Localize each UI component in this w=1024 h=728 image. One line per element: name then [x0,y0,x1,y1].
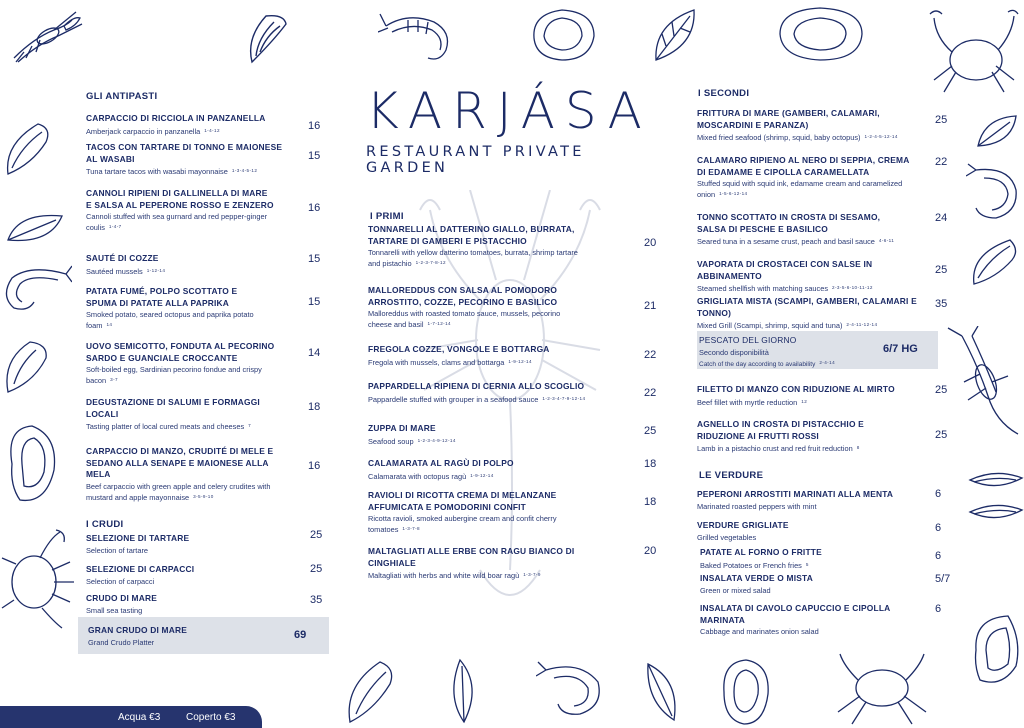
allergens: 5 [805,561,809,567]
item-desc: Grilled vegetables [697,532,757,542]
lobster-icon [942,326,1024,438]
item-desc: Baked Potatoes or French fries $^5$ [700,560,809,570]
item-price: 6 [935,550,942,562]
leaf-icon [4,210,66,246]
item-desc: Fregola with mussels, clams and bottarga $^{1-9-12-14}$ [368,357,532,367]
menu-item [368,458,588,482]
section-title-crudi: I CRUDI [86,519,124,530]
item-name: PATATE AL FORNO O FRITTE [700,547,822,557]
menu-item [700,603,900,637]
item-name: CANNOLI RIPIENI DI GALLINELLA DI MARE E SALSA AL PEPERONE ROSSO E ZENZERO [86,188,274,210]
item-name: GRAN CRUDO DI MARE [88,625,187,635]
item-name: GRIGLIATA MISTA (SCAMPI, GAMBERI, CALAMARI E TONNO) [697,296,917,318]
item-name: CRUDO DI MARE [86,593,157,603]
item-name: SELEZIONE DI CARPACCI [86,564,195,574]
item-price: 25 [310,563,323,575]
oyster-icon [0,420,62,510]
item-price: 15 [308,296,321,308]
item-price: 16 [308,460,321,472]
item-price: 18 [644,458,657,470]
section-title-verdure: LE VERDURE [699,470,764,481]
item-desc: Tuna tartare tacos with wasabi mayonnaise $^{1-3-4-5-12}$ [86,167,258,176]
gran-crudo-highlight [78,617,329,654]
item-desc: Steamed shellfish with matching sauces $^{2-3-5-6-10-11-12}$ [697,284,873,293]
allergens: 1-12-14 [146,267,166,273]
oyster-icon [774,4,868,64]
item-price: 35 [310,594,323,606]
item-desc: Sautéed mussels $^{1-12-14}$ [86,266,166,276]
allergens: 1-2-3-7-8-12 [415,260,446,265]
menu-item [86,564,286,587]
item-name: SELEZIONE DI TARTARE [86,533,190,543]
item-price: 25 [935,114,948,126]
brand-tagline: RESTAURANT PRIVATE GARDEN [366,144,585,176]
item-name: CALAMARO RIPIENO AL NERO DI SEPPIA, CREMA DI EDAMAME E CIPOLLA CARAMELLATA [697,155,910,177]
item-name: MALLOREDDUS CON SALSA AL POMODORO ARROSTITO, COZZE, PECORINO E BASILICO [368,285,558,307]
menu-item [368,344,588,368]
menu-item [697,108,923,143]
menu-item [86,533,286,556]
item-desc: Grand Crudo Platter [88,637,155,647]
item-desc: Seared tuna in a sesame crust, peach and basil sauce $^{4-6-11}$ [697,237,895,246]
menu-item-special [88,625,268,648]
menu-item [368,285,580,330]
section-title-secondi: I SECONDI [698,88,750,99]
crab-icon [0,524,76,636]
menu-item [86,397,291,432]
mussel-icon [244,10,292,66]
item-price: 35 [935,298,948,310]
menu-item [697,489,919,512]
allergens: 3-7 [110,377,118,382]
lobster-icon [4,8,84,70]
item-name: PATATA FUMÉ, POLPO SCOTTATO E SPUMA DI PATATE ALLA PAPRIKA [86,286,238,308]
item-name: TACOS CON TARTARE DI TONNO E MAIONESE AL WASABI [86,142,283,164]
crab-icon [830,652,934,728]
pescato-highlight [697,331,938,369]
item-price: 20 [644,237,657,249]
menu-item [86,341,276,386]
item-desc-2: Catch of the day according to availability $^{2-4-14}$ [699,359,836,368]
shrimp-icon [378,10,458,66]
item-name: MALTAGLIATI ALLE ERBE CON RAGU BIANCO DI CINGHIALE [368,546,575,568]
item-name: INSALATA VERDE O MISTA [700,573,813,583]
mussel-icon [0,336,52,398]
item-desc: Cannoli stuffed with sea gurnard and red pepper-ginger coulis $^{1-4-7}$ [86,212,268,232]
item-name: DEGUSTAZIONE DI SALUMI E FORMAGGI LOCALI [86,397,260,419]
item-price: 16 [308,120,321,132]
mussel-icon [340,656,400,726]
menu-item [697,419,897,454]
allergens: 2-4-14 [819,359,836,365]
menu-item-catch [699,335,879,370]
menu-item [86,188,274,233]
item-desc: Cabbage and marinates onion salad [700,627,819,636]
item-price: 16 [308,202,321,214]
shrimp-icon [0,262,72,314]
allergens: 1-3-4-5-12 [231,168,258,173]
item-desc: Tasting platter of local cured meats and cheeses $^7$ [86,422,252,431]
item-desc: Beef fillet with myrtle reduction $^{12}$ [697,397,808,407]
allergens: 1-9-12-14 [470,472,494,478]
item-price: 22 [644,349,657,361]
menu-item [86,113,296,137]
leaf-icon [640,660,682,724]
brand-logo [366,82,666,176]
item-price: 6 [935,603,942,615]
menu-item [368,224,586,269]
item-price: 20 [644,545,657,557]
item-price: 5/7 [935,573,951,585]
item-name: PEPERONI ARROSTITI MARINATI ALLA MENTA [697,489,894,499]
mussel-icon [966,234,1022,290]
item-desc: Green or mixed salad [700,585,771,595]
menu-item [697,520,897,543]
item-name: RAVIOLI DI RICOTTA CREMA DI MELANZANE AFFUMICATA E POMODORINI CONFIT [368,490,557,512]
oyster-icon [966,610,1024,690]
leaf-icon [650,6,698,64]
cover-charge: Coperto €3 [186,712,236,723]
allergens: 1-2-3-4-9-12-14 [417,437,456,443]
shrimp-icon [536,656,606,720]
allergens: 1-4-12 [204,127,220,133]
allergens: 1-7-12-14 [427,321,452,326]
item-desc: Smoked potato, seared octopus and paprika potato foam $^{14}$ [86,310,254,330]
item-price: 18 [644,496,657,508]
footer-bar [0,706,262,728]
allergens: 12 [801,398,808,404]
item-desc: Selection of tartare [86,545,149,555]
item-name: CARPACCIO DI RICCIOLA IN PANZANELLA [86,113,266,123]
menu-item [86,593,286,616]
item-name: TONNARELLI AL DATTERINO GIALLO, BURRATA, TARTARE DI GAMBERI E PISTACCHIO [368,224,575,246]
menu-item [86,253,286,277]
item-desc: Mixed Grill (Scampi, shrimp, squid and tuna) $^{2-4-11-12-14}$ [697,321,878,330]
item-desc: Secondo disponibilità [699,347,769,357]
item-name: UOVO SEMICOTTO, FONDUTA AL PECORINO SARDO E GUANCIALE CROCCANTE [86,341,275,363]
allergens: 2-3-5-6-10-11-12 [832,285,873,290]
item-desc: Maltagliati with herbs and white wild boar ragù $^{1-3-7-9}$ [368,571,541,580]
oyster-icon [528,6,600,64]
item-price: 24 [935,212,948,224]
allergens: 1-5-6-12-14 [719,191,748,196]
brand-name: KARJÁSA [366,82,652,140]
item-price: 22 [935,156,948,168]
item-name: AGNELLO IN CROSTA DI PISTACCHIO E RIDUZIONE AI FRUTTI ROSSI [697,419,864,441]
section-title-antipasti: GLI ANTIPASTI [86,91,158,102]
water-price: Acqua €3 [118,712,161,723]
menu-item [368,381,598,405]
menu-item [697,384,917,408]
item-desc: Calamarata with octopus ragù $^{1-9-12-14}$ [368,471,494,481]
item-price: 21 [644,300,657,312]
item-price: 69 [294,629,307,641]
menu-item [697,155,919,200]
oyster-icon [714,656,776,728]
item-name: PESCATO DEL GIORNO [699,335,797,345]
item-desc: Soft-boiled egg, Sardinian pecorino fondue and crispy bacon $^{3-7}$ [86,365,262,385]
crab-icon [928,8,1020,98]
menu-item [697,259,937,294]
item-desc: Mixed fried seafood (shrimp, squid, baby octopus) $^{1-2-4-5-12-14}$ [697,133,898,142]
allergens: 1-2-3-4-7-9-12-14 [542,395,586,401]
item-price: 25 [644,425,657,437]
menu-item [368,490,588,535]
allergens: 2-4-11-12-14 [846,322,878,327]
item-name: INSALATA DI CAVOLO CAPUCCIO E CIPOLLA MARINATA [700,603,891,625]
allergens: 7 [248,423,252,428]
item-name: ZUPPA DI MARE [368,423,436,433]
item-name: TONNO SCOTTATO IN CROSTA DI SESAMO, SALSA DI PESCHE E BASILICO [697,212,881,234]
menu-item [700,573,900,596]
item-price: 6/7 HG [883,343,918,355]
item-desc: Amberjack carpaccio in panzanella $^{1-4-12}$ [86,126,220,136]
section-title-primi: I PRIMI [370,211,404,222]
item-name: CARPACCIO DI MANZO, CRUDITÉ DI MELE E SEDANO ALLA SENAPE E MAIONESE ALLA MELA [86,446,274,479]
item-desc: Seafood soup $^{1-2-3-4-9-12-14}$ [368,436,456,446]
menu-item [368,546,583,581]
allergens: 1-9-12-14 [508,358,532,364]
menu-item [700,547,900,571]
menu-item [86,142,286,177]
item-name: CALAMARATA AL RAGÙ DI POLPO [368,458,514,468]
allergens: 1-4-7 [108,224,122,229]
item-name: FILETTO DI MANZO CON RIDUZIONE AL MIRTO [697,384,895,394]
item-desc: Ricotta ravioli, smoked aubergine cream and confit cherry tomatoes $^{1-3-7-8}$ [368,514,557,534]
item-desc: Lamb in a pistachio crust and red fruit reduction $^8$ [697,444,860,453]
item-desc: Malloreddus with roasted tomato sauce, mussels, pecorino cheese and basil $^{1-7-12-14}$ [368,309,561,329]
item-desc: Marinated roasted peppers with mint [697,501,817,511]
item-desc: Tonnarelli with yellow datterino tomatoes, burrata, shrimp tartare and pistachio $^{1-2-3-7-8-12}$ [368,248,578,268]
item-desc: Stuffed squid with squid ink, edamame cream and caramelized onion $^{1-5-6-12-14}$ [697,179,903,199]
item-name: PAPPARDELLA RIPIENA DI CERNIA ALLO SCOGLIO [368,381,585,391]
item-desc: Pappardelle stuffed with grouper in a seafood sauce $^{1-2-3-4-7-9-12-14}$ [368,394,586,404]
item-price: 25 [935,384,948,396]
allergens: 3-5-9-10 [193,493,214,499]
item-name: VERDURE GRIGLIATE [697,520,789,530]
allergens: 14 [106,322,113,327]
item-price: 25 [310,529,323,541]
item-price: 25 [935,429,948,441]
allergens: 1-3-7-8 [402,526,421,531]
item-price: 18 [308,401,321,413]
menu-item [86,286,256,331]
item-name: FREGOLA COZZE, VONGOLE E BOTTARGA [368,344,550,354]
item-desc: Beef carpaccio with green apple and celery crudites with mustard and apple mayonnaise $^{3-5-9-10}$ [86,481,271,502]
allergens: 8 [856,445,860,450]
mussel-icon [966,466,1024,546]
mussel-icon [2,118,56,180]
leaf-icon [974,112,1020,150]
item-price: 6 [935,488,942,500]
item-price: 15 [308,253,321,265]
menu-item [697,296,933,331]
item-name: SAUTÉ DI COZZE [86,253,159,263]
item-desc: Selection of carpacci [86,576,155,586]
item-name: FRITTURA DI MARE (GAMBERI, CALAMARI, MOSCARDINI E PARANZA) [697,108,880,130]
item-price: 6 [935,522,942,534]
item-price: 22 [644,387,657,399]
shrimp-icon [966,162,1022,224]
menu-item [86,446,291,503]
menu-item [697,212,897,247]
allergens: 1-2-4-5-12-14 [864,134,898,139]
allergens: 1-3-7-9 [523,572,541,577]
item-price: 14 [308,347,321,359]
item-price: 25 [935,264,948,276]
menu-item [368,423,588,447]
item-desc: Small sea tasting [86,605,143,615]
allergens: 4-6-11 [878,238,895,243]
item-name: VAPORATA DI CROSTACEI CON SALSE IN ABBINAMENTO [697,259,873,281]
leaf-icon [444,656,484,726]
item-price: 15 [308,150,321,162]
